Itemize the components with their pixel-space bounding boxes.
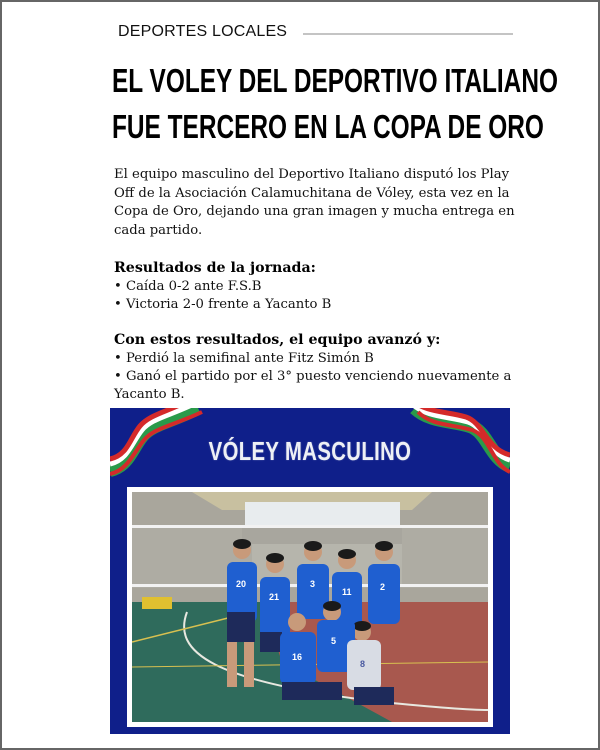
results-section: [114, 259, 524, 314]
section-divider: [303, 33, 513, 35]
results-list: [114, 278, 524, 314]
team-poster: [110, 408, 510, 734]
outcome-section: [114, 331, 524, 404]
list-item: • Perdió la semifinal ante Fitz Simón B: [114, 350, 524, 368]
poster-title: VÓLEY MASCULINO: [208, 436, 412, 466]
headline-line-1: EL VOLEY DEL DEPORTIVO ITALIANO: [112, 62, 558, 99]
team-photo: [132, 492, 488, 722]
headline-line-2: FUE TERCERO EN LA COPA DE ORO: [112, 108, 544, 145]
svg-text:11: 11: [342, 587, 352, 597]
article-headline: [112, 58, 558, 150]
svg-text:16: 16: [292, 652, 303, 662]
team-photo-illustration: [132, 492, 488, 722]
photo-frame: [127, 487, 493, 727]
svg-text:8: 8: [360, 659, 366, 669]
list-item: • Victoria 2-0 frente a Yacanto B: [114, 296, 524, 314]
outcome-list: [114, 350, 524, 404]
svg-text:20: 20: [236, 579, 247, 589]
svg-text:3: 3: [310, 579, 316, 589]
svg-text:2: 2: [380, 582, 386, 592]
list-item: • Ganó el partido por el 3° puesto venciendo nuevamente a Yacanto B.: [114, 368, 524, 404]
article-lede: El equipo masculino del Deportivo Italiano disputó los Play Off de la Asociación Calamuchitana de Vóley, esta vez en la Copa de Oro, dejando una gran imagen y mucha entrega en cada partido.: [114, 167, 515, 238]
results-heading: Resultados de la jornada:: [114, 260, 316, 276]
section-label: DEPORTES LOCALES: [118, 23, 288, 40]
svg-text:5: 5: [331, 636, 337, 646]
list-item: • Caída 0-2 ante F.S.B: [114, 278, 524, 296]
section-header: [118, 20, 287, 44]
svg-text:21: 21: [269, 592, 280, 602]
outcome-heading: Con estos resultados, el equipo avanzó y:: [114, 332, 441, 348]
